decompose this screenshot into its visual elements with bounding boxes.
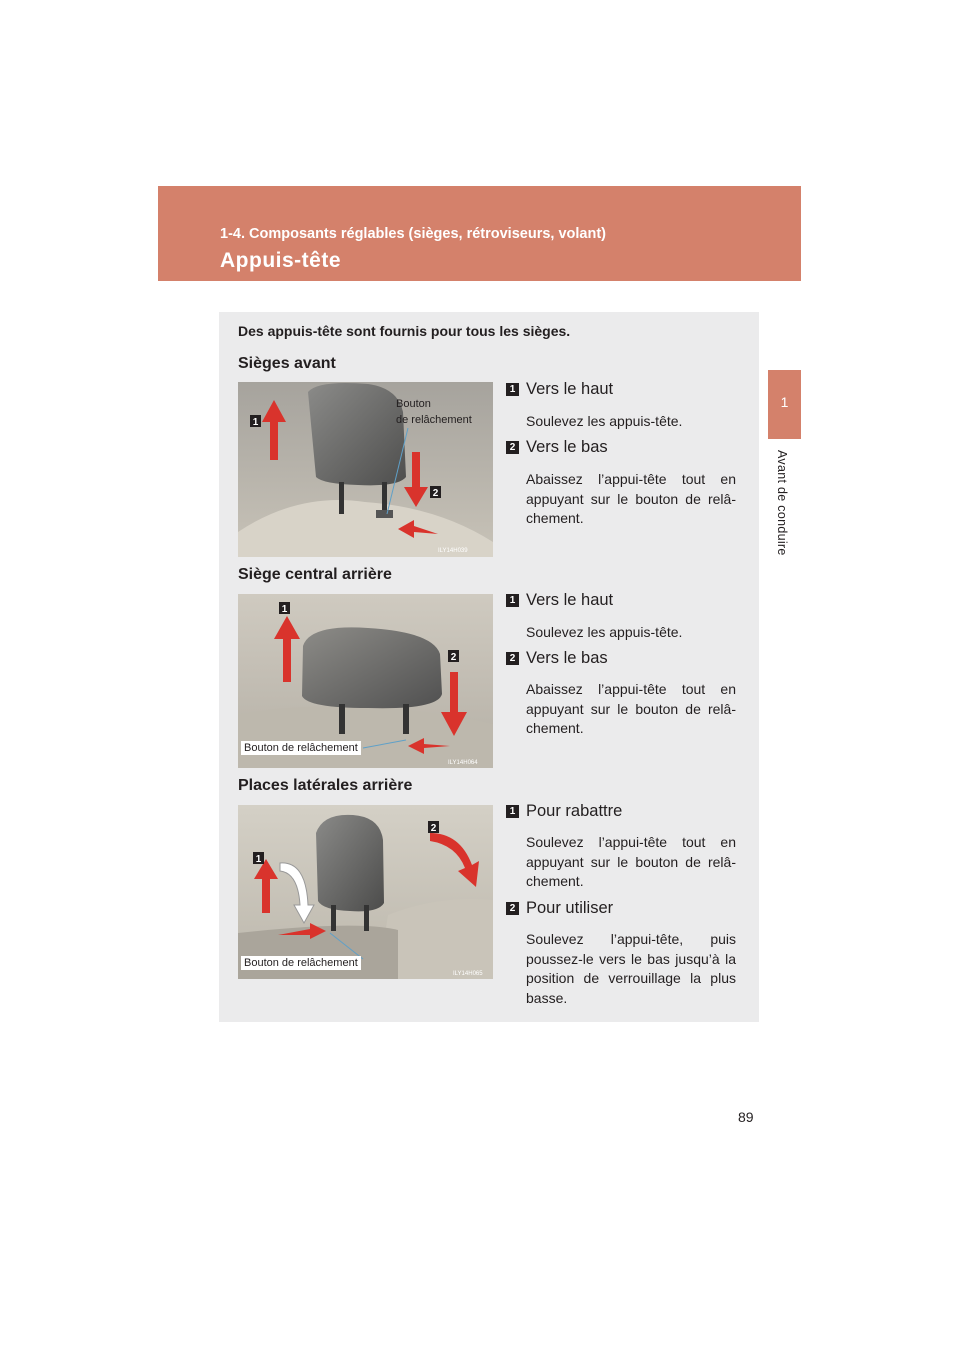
item-up: 1 Vers le haut: [506, 380, 613, 399]
image-code: ILY14H064: [448, 760, 478, 766]
intro-text: Des appuis-tête sont fournis pour tous les sièges.: [238, 323, 571, 339]
chapter-tab: [768, 370, 801, 439]
item-up-desc: Soulevez les appuis-tête.: [526, 624, 683, 640]
photo-center-headrest: [238, 594, 493, 768]
heading-front-seats: Sièges avant: [238, 355, 336, 372]
svg-text:1: 1: [252, 417, 259, 428]
callout-release-button: Bouton de relâchement: [241, 741, 361, 755]
page-title: Appuis-tête: [220, 249, 341, 272]
svg-text:2: 2: [432, 488, 439, 499]
svg-text:2: 2: [430, 823, 437, 834]
item-fold-desc: Soulevez l’appui-tête tout en appuyant sur le bouton de relâ-chement.: [526, 834, 736, 889]
item-down-desc: Abaissez l’appui-tête tout en appuyant sur le bouton de relâ-chement.: [526, 471, 736, 526]
section-title: 1-4. Composants réglables (sièges, rétroviseurs, volant): [220, 226, 606, 242]
heading-center-rear: Siège central arrière: [238, 566, 392, 583]
chapter-label: Avant de conduire: [775, 450, 789, 556]
item-down-desc: Abaissez l’appui-tête tout en appuyant sur le bouton de relâ-chement.: [526, 681, 736, 736]
item-fold: 1 Pour rabattre: [506, 802, 622, 821]
callout-release-button: Bouton de relâchement: [396, 398, 472, 426]
svg-text:2: 2: [450, 652, 457, 663]
heading-side-rear: Places latérales arrière: [238, 777, 413, 794]
chapter-number: 1: [780, 394, 789, 410]
item-up: 1 Vers le haut: [506, 591, 613, 610]
svg-text:1: 1: [255, 854, 262, 865]
item-use-desc: Soulevez l’appui-tête, puis poussez-le vers le bas jusqu’à la position de verrouillage la plus basse.: [526, 931, 736, 1006]
item-down: 2 Vers le bas: [506, 649, 608, 668]
image-code: ILY14H039: [438, 548, 468, 554]
chapter-header: [158, 186, 801, 281]
image-code: ILY14H065: [453, 971, 483, 977]
item-use: 2 Pour utiliser: [506, 899, 613, 918]
callout-release-button: Bouton de relâchement: [241, 956, 361, 970]
photo-side-headrest: [238, 805, 493, 979]
page-number: 89: [738, 1109, 754, 1125]
item-up-desc: Soulevez les appuis-tête.: [526, 413, 683, 429]
item-down: 2 Vers le bas: [506, 438, 608, 457]
photo-front-headrest: [238, 382, 493, 557]
svg-text:1: 1: [281, 604, 288, 615]
